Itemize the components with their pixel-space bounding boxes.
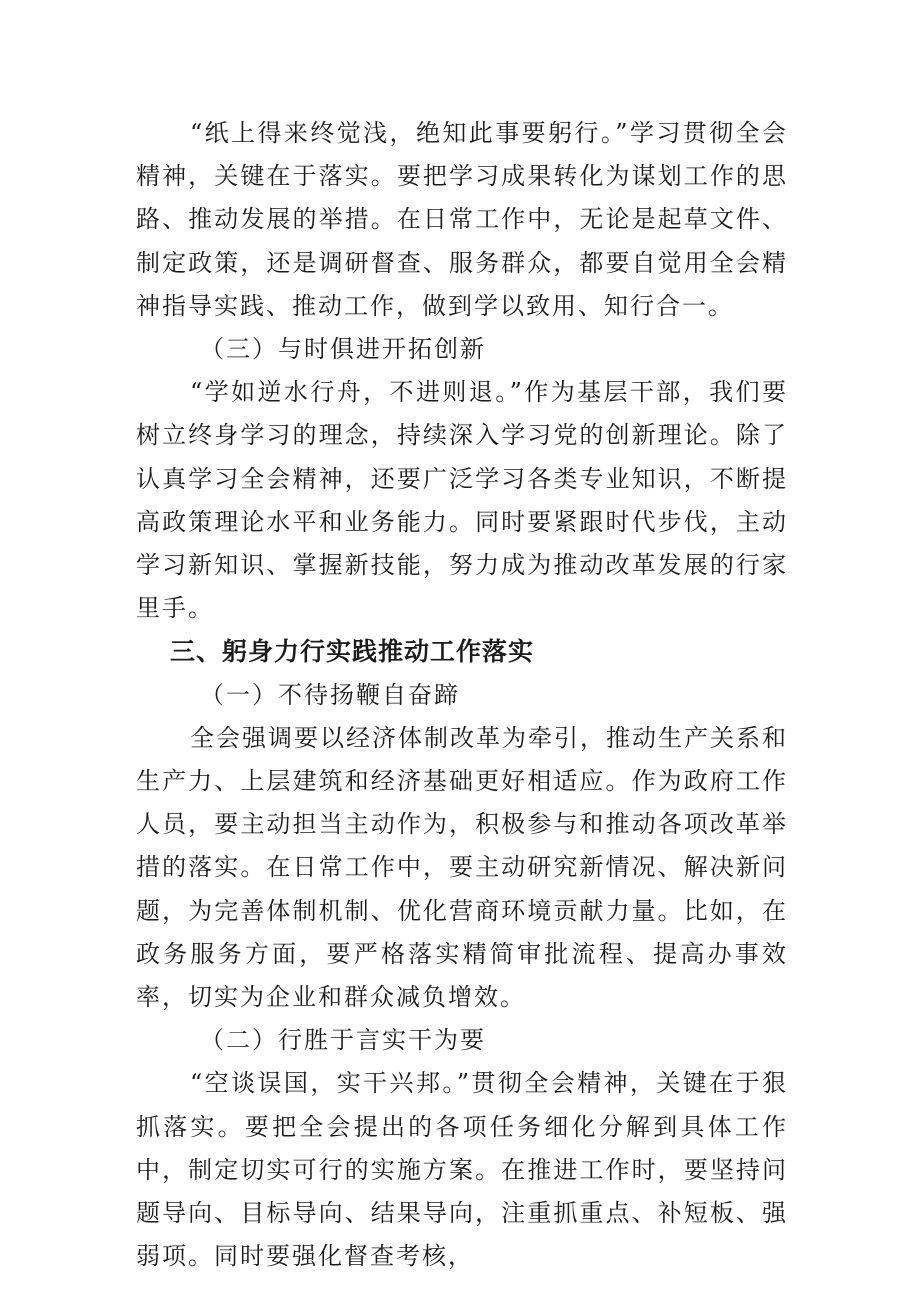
paragraph-reform: 全会强调要以经济体制改革为牵引，推动生产关系和生产力、上层建筑和经济基础更好相适应。作为政府工作人员，要主动担当主动作为，积极参与和推动各项改革举措的落实。在日常工作中，要主动研究新情况、解决新问题，为完善体制机制、优化营商环境贡献力量。比如，在政务服务方面，要严格落实精简审批流程、提高办事效率，切实为企业和群众减负增效。 (136, 723, 788, 1012)
document-body (136, 112, 788, 1278)
section-heading-three: 三、躬身力行实践推动工作落实 (170, 637, 535, 667)
subheading-innovation: （三）与时俱进开拓创新 (200, 335, 486, 364)
subheading-initiative: （一）不待扬鞭自奋蹄 (200, 680, 460, 709)
paragraph-lifelong-learning: “学如逆水行舟，不进则退。”作为基层干部，我们要树立终身学习的理念，持续深入学习党的创新理论。除了认真学习全会精神，还要广泛学习各类专业知识，不断提高政策理论水平和业务能力。同时要紧跟时代步伐，主动学习新知识、掌握新技能，努力成为推动改革发展的行家里手。 (136, 378, 788, 623)
subheading-action: （二）行胜于言实干为要 (200, 1026, 486, 1055)
paragraph-practice-implementation: “纸上得来终觉浅，绝知此事要躬行。”学习贯彻全会精神，关键在于落实。要把学习成果转化为谋划工作的思路、推动发展的举措。在日常工作中，无论是起草文件、制定政策，还是调研督查、服务群众，都要自觉用全会精神指导实践、推动工作，做到学以致用、知行合一。 (136, 119, 788, 320)
paragraph-hard-work: “空谈误国，实干兴邦。”贯彻全会精神，关键在于狠抓落实。要把全会提出的各项任务细化分解到具体工作中，制定切实可行的实施方案。在推进工作时，要坚持问题导向、目标导向、结果导向，注重抓重点、补短板、强弱项。同时要强化督查考核， (136, 1069, 788, 1271)
